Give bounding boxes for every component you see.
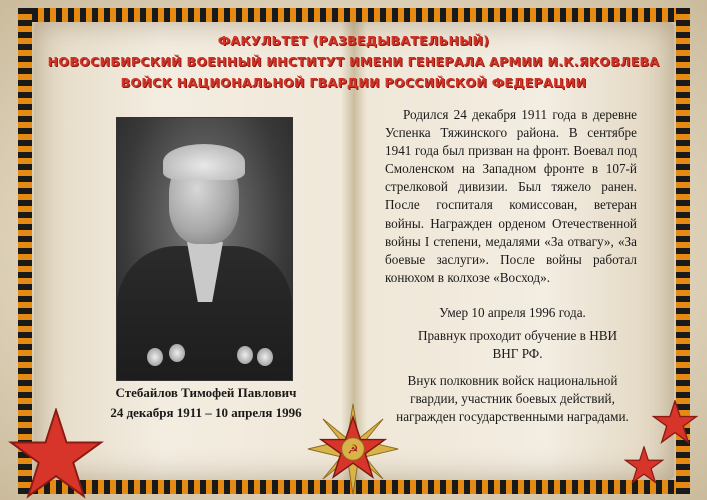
medal-icon — [147, 348, 163, 366]
header-line-1: ФАКУЛЬТЕТ (РАЗВЕДЫВАТЕЛЬНЫЙ) — [217, 33, 490, 48]
portrait-photo — [116, 117, 293, 381]
header-line-3: ВОЙСК НАЦИОНАЛЬНОЙ ГВАРДИИ РОССИЙСКОЙ ФЕДЕРАЦИИ — [120, 75, 587, 90]
medal-icon — [257, 348, 273, 366]
great-grandson-text: Правнук проходит обучение в НВИ ВНГ РФ. — [417, 328, 618, 361]
red-star-icon — [624, 446, 664, 484]
header-line-2: НОВОСИБИРСКИЙ ВОЕННЫЙ ИНСТИТУТ ИМЕНИ ГЕНЕРАЛА АРМИИ И.К.ЯКОВЛЕВА — [47, 54, 660, 69]
biography-paragraph: Родился 24 декабря 1911 года в деревне Успенка Тяжинского района. В сентябре 1941 года был призван на фронт. Воевал под Смоленском на Западном фронте в 107-й стрелковой дивизии. Был тяжело ранен. После госпиталя комиссован, ветеран войны. Награжден орденом Отечественной войны I степени, медалями «За отвагу», «За боевые заслуги». После войны работал конюхом в колхозе «Восход». — [385, 107, 637, 285]
biography-text — [385, 106, 637, 287]
st-george-ribbon-top — [20, 8, 688, 22]
medal-icon — [237, 346, 253, 364]
veteran-name: Стебайлов Тимофей Павлович — [115, 385, 297, 400]
medal-icon — [169, 344, 185, 362]
grandson-text: Внук полковник войск национальной гвардии, участник боевых действий, награжден государственными наградами. — [396, 373, 629, 424]
svg-text:☭: ☭ — [347, 442, 359, 457]
veteran-dates: 24 декабря 1911 – 10 апреля 1996 — [110, 405, 302, 420]
red-star-icon — [8, 408, 104, 500]
death-date-text: Умер 10 апреля 1996 года. — [439, 305, 586, 320]
red-star-icon — [652, 400, 698, 444]
order-of-patriotic-war-icon — [306, 402, 400, 496]
